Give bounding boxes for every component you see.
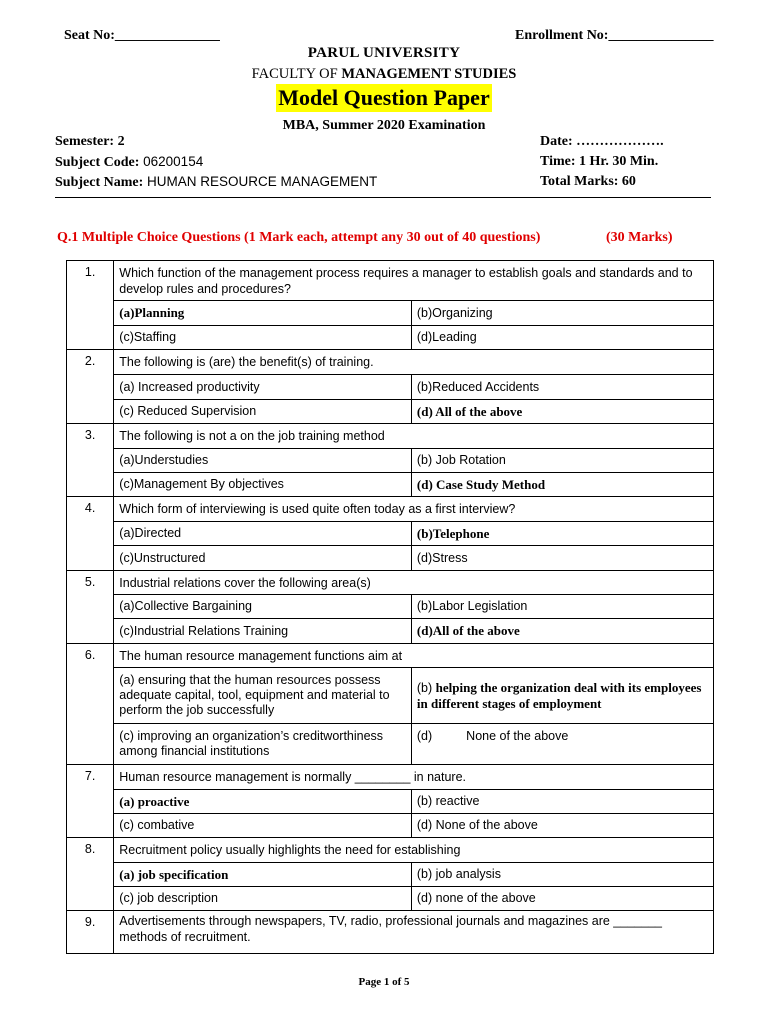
option-row (67, 301, 714, 326)
option-row (67, 326, 714, 350)
subject-code: 06200154 (139, 154, 204, 169)
question-number: 4. (67, 497, 114, 571)
question-number: 6. (67, 644, 114, 765)
correct-answer: helping the organization deal with its employees in different stages of employment (416, 679, 702, 711)
enrollment-no-field: Enrollment No:_______________ (515, 28, 714, 43)
correct-answer: (d)All of the above (416, 623, 520, 638)
subject-name-label: Subject Name: (55, 175, 144, 190)
option-a (114, 301, 412, 326)
option-d: (d)Stress (411, 546, 713, 571)
question-number: 5. (67, 571, 114, 644)
option-d-text: None of the above (466, 729, 569, 743)
option-d: (d) none of the above (411, 887, 713, 911)
option-row (67, 814, 714, 838)
option-c: (c) Reduced Supervision (114, 400, 412, 424)
correct-answer: (b)Telephone (416, 525, 490, 541)
question-text: Recruitment policy usually highlights the need for establishing (114, 838, 714, 863)
question-number: 9. (67, 911, 114, 954)
question-row (67, 497, 714, 522)
header-divider (55, 197, 711, 198)
option-row (67, 887, 714, 911)
question-text: Advertisements through newspapers, TV, radio, professional journals and magazines are _______ methods of recruitment. (114, 911, 714, 954)
option-row (67, 863, 714, 887)
question-row (67, 261, 714, 301)
faculty-name (0, 66, 768, 83)
option-row (67, 449, 714, 473)
university-name: PARUL UNIVERSITY (307, 45, 461, 61)
option-d (411, 473, 713, 497)
subject-code-row (55, 154, 203, 171)
question-text: Human resource management is normally ________ in nature. (114, 765, 714, 790)
question-number: 7. (67, 765, 114, 838)
exam-time: Time: 1 Hr. 30 Min. (540, 154, 659, 169)
correct-answer: (d) All of the above (416, 403, 523, 419)
subject-code-label: Subject Code: (55, 155, 140, 170)
option-c: (c) combative (114, 814, 412, 838)
question-text: The following is not a on the job training method (114, 424, 714, 449)
question-text: The human resource management functions aim at (114, 644, 714, 668)
question-number: 3. (67, 424, 114, 497)
paper-title: Model Question Paper (278, 85, 490, 110)
correct-answer: (d) Case Study Method (416, 476, 546, 492)
option-a (114, 863, 412, 887)
option-c: (c) job description (114, 887, 412, 911)
correct-answer: (a)Planning (119, 305, 185, 320)
option-b: (b)Labor Legislation (411, 595, 713, 619)
question-row (67, 838, 714, 863)
option-b (411, 522, 713, 546)
option-a (114, 790, 412, 814)
option-a: (a) Increased productivity (114, 375, 412, 400)
paper-title-wrap (0, 84, 768, 112)
option-row (67, 522, 714, 546)
option-a: (a)Collective Bargaining (114, 595, 412, 619)
option-a: (a) ensuring that the human resources possess adequate capital, tool, equipment and material to perform the job successfully (114, 668, 412, 724)
option-row (67, 473, 714, 497)
option-row (67, 546, 714, 571)
mcq-table (66, 260, 714, 954)
option-row (67, 790, 714, 814)
option-a: (a)Understudies (114, 449, 412, 473)
option-row (67, 595, 714, 619)
question-text: Which function of the management process requires a manager to establish goals and standards and to develop rules and procedures? (114, 261, 714, 301)
option-d (411, 724, 713, 765)
option-row (67, 668, 714, 724)
section-marks: (30 Marks) (606, 230, 673, 245)
option-c: (c)Management By objectives (114, 473, 412, 497)
page-number: Page 1 of 5 (358, 976, 410, 988)
subject-name: HUMAN RESOURCE MANAGEMENT (143, 174, 378, 189)
correct-answer: (a) job specification (119, 866, 229, 882)
semester: Semester: 2 (55, 134, 125, 149)
question-text: Which form of interviewing is used quite often today as a first interview? (114, 497, 714, 522)
question-number: 2. (67, 350, 114, 424)
option-b: (b) reactive (411, 790, 713, 814)
option-d: (d) None of the above (411, 814, 713, 838)
option-d (411, 400, 713, 424)
option-d: (d)Leading (411, 326, 713, 350)
question-row (67, 765, 714, 790)
question-row (67, 350, 714, 375)
option-a: (a)Directed (114, 522, 412, 546)
faculty-prefix: FACULTY OF (251, 66, 342, 82)
option-b: (b) Job Rotation (411, 449, 713, 473)
faculty-title: MANAGEMENT STUDIES (341, 66, 517, 82)
question-row (67, 644, 714, 668)
option-row (67, 724, 714, 765)
question-row (67, 911, 714, 954)
option-b: (b) job analysis (411, 863, 713, 887)
option-c: (c) improving an organization’s creditworthiness among financial institutions (114, 724, 412, 765)
correct-answer: (a) proactive (119, 793, 190, 809)
option-c: (c)Industrial Relations Training (114, 619, 412, 644)
subject-name-row (55, 174, 377, 191)
option-c: (c)Staffing (114, 326, 412, 350)
option-d (411, 619, 713, 644)
question-row (67, 424, 714, 449)
exam-date: Date: ………………. (540, 134, 664, 149)
option-c: (c)Unstructured (114, 546, 412, 571)
seat-no-field: Seat No:_______________ (64, 28, 220, 43)
option-b: (b)Reduced Accidents (411, 375, 713, 400)
option-row (67, 375, 714, 400)
option-b-prefix: (b) (416, 680, 436, 695)
exam-name: MBA, Summer 2020 Examination (282, 118, 486, 133)
option-b (411, 668, 713, 724)
option-b: (b)Organizing (411, 301, 713, 326)
option-row (67, 619, 714, 644)
option-d-prefix: (d) (416, 729, 433, 743)
option-row (67, 400, 714, 424)
question-row (67, 571, 714, 595)
total-marks: Total Marks: 60 (540, 174, 636, 189)
question-number: 1. (67, 261, 114, 350)
question-text: Industrial relations cover the following area(s) (114, 571, 714, 595)
question-text: The following is (are) the benefit(s) of training. (114, 350, 714, 375)
question-number: 8. (67, 838, 114, 911)
section-title: Q.1 Multiple Choice Questions (1 Mark each, attempt any 30 out of 40 questions) (57, 230, 541, 245)
